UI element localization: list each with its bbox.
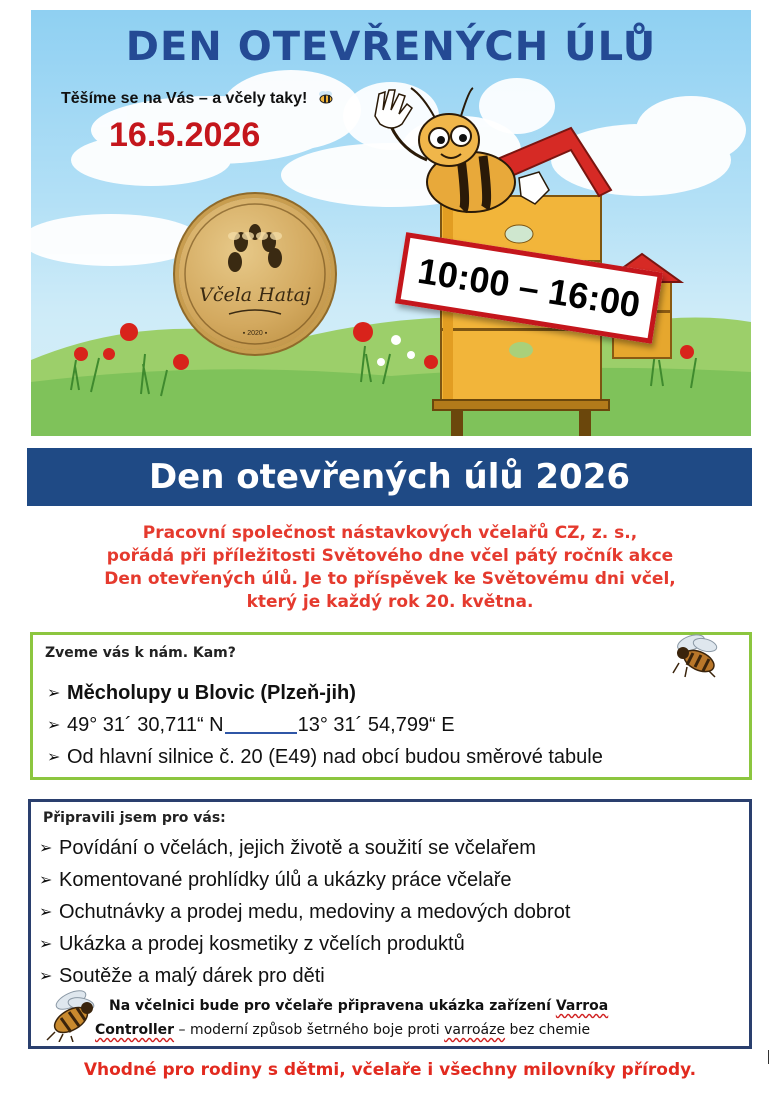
list-item xyxy=(47,741,603,773)
title-banner xyxy=(27,448,752,506)
hero-illustration xyxy=(31,10,751,436)
list-item xyxy=(39,832,570,864)
program-item: Komentované prohlídky úlů a ukázky práce včelaře xyxy=(59,869,512,891)
varroa-text: Na včelnici bude pro včelaře připravena ukázka zařízení xyxy=(109,998,556,1014)
logo-text: Včela Hataj xyxy=(199,284,311,306)
logo-bees-icon xyxy=(179,198,331,350)
varroa-line-2 xyxy=(95,1018,745,1042)
controller-term: Controller xyxy=(95,1022,175,1038)
location-heading: Zveme vás k nám. Kam? xyxy=(45,645,236,661)
program-item: Ukázka a prodej kosmetiky z včelích produktů xyxy=(59,933,465,955)
blank-underline xyxy=(225,714,297,734)
program-box xyxy=(28,799,752,1049)
program-heading: Připravili jsem pro vás: xyxy=(43,810,226,826)
opening-hours: 10:00 – 16:00 xyxy=(415,249,643,326)
varroa-note xyxy=(95,994,745,1042)
varroasis-term: varroáze xyxy=(444,1022,506,1038)
arrow-bullet-icon: ➢ xyxy=(39,840,53,857)
gps-longitude: 13° 31´ 54,799“ E xyxy=(297,714,455,736)
arrow-bullet-icon: ➢ xyxy=(47,717,61,734)
apiary-logo xyxy=(179,198,331,350)
varroa-term: Varroa xyxy=(555,998,609,1014)
arrow-bullet-icon: ➢ xyxy=(39,904,53,921)
bee-icon xyxy=(41,988,101,1042)
list-item xyxy=(47,709,603,741)
directions-text: Od hlavní silnice č. 20 (E49) nad obcí budou směrové tabule xyxy=(67,746,603,768)
intro-line: který je každý rok 20. května. xyxy=(246,592,534,612)
bee-icon xyxy=(669,633,727,679)
list-item xyxy=(39,960,570,992)
list-item xyxy=(39,864,570,896)
event-date: 16.5.2026 xyxy=(109,116,261,154)
banner-title: Den otevřených úlů 2026 xyxy=(148,457,631,497)
list-item xyxy=(39,896,570,928)
varroa-text: bez chemie xyxy=(505,1022,591,1038)
arrow-bullet-icon: ➢ xyxy=(39,936,53,953)
varroa-line-1 xyxy=(95,994,745,1018)
place-name: Měcholupy u Blovic (Plzeň-jih) xyxy=(67,682,356,704)
intro-paragraph xyxy=(40,522,740,614)
intro-line: pořádá při příležitosti Světového dne včel pátý ročník akce xyxy=(106,546,674,566)
arrow-bullet-icon: ➢ xyxy=(39,872,53,889)
bee-icon xyxy=(318,90,334,104)
arrow-bullet-icon: ➢ xyxy=(47,685,61,702)
footer-note: Vhodné pro rodiny s dětmi, včelaře i všechny milovníky přírody. xyxy=(83,1060,697,1080)
program-item: Soutěže a malý dárek pro děti xyxy=(59,965,325,987)
meadow-scene xyxy=(31,10,751,436)
tagline xyxy=(61,90,334,108)
list-item xyxy=(39,928,570,960)
program-item: Ochutnávky a prodej medu, medoviny a medových dobrot xyxy=(59,901,571,923)
arrow-bullet-icon: ➢ xyxy=(47,749,61,766)
location-box xyxy=(30,632,752,780)
hero-title: DEN OTEVŘENÝCH ÚLŮ xyxy=(125,24,657,70)
program-item: Povídání o včelách, jejich životě a soužití se včelařem xyxy=(59,837,536,859)
list-item xyxy=(47,677,603,709)
logo-year: ▪ 2020 ▪ xyxy=(242,330,268,337)
arrow-bullet-icon: ➢ xyxy=(39,968,53,985)
location-list xyxy=(47,677,603,773)
gps-latitude: 49° 31´ 30,711“ N xyxy=(67,714,224,736)
intro-line: Pracovní společnost nástavkových včelařů CZ, z. s., xyxy=(142,523,638,543)
tagline-text: Těšíme se na Vás – a včely taky! xyxy=(61,90,308,107)
intro-line: Den otevřených úlů. Je to příspěvek ke Světovému dni včel, xyxy=(104,569,676,589)
varroa-text: – moderní způsob šetrného boje proti xyxy=(174,1022,445,1038)
program-list xyxy=(39,832,570,992)
